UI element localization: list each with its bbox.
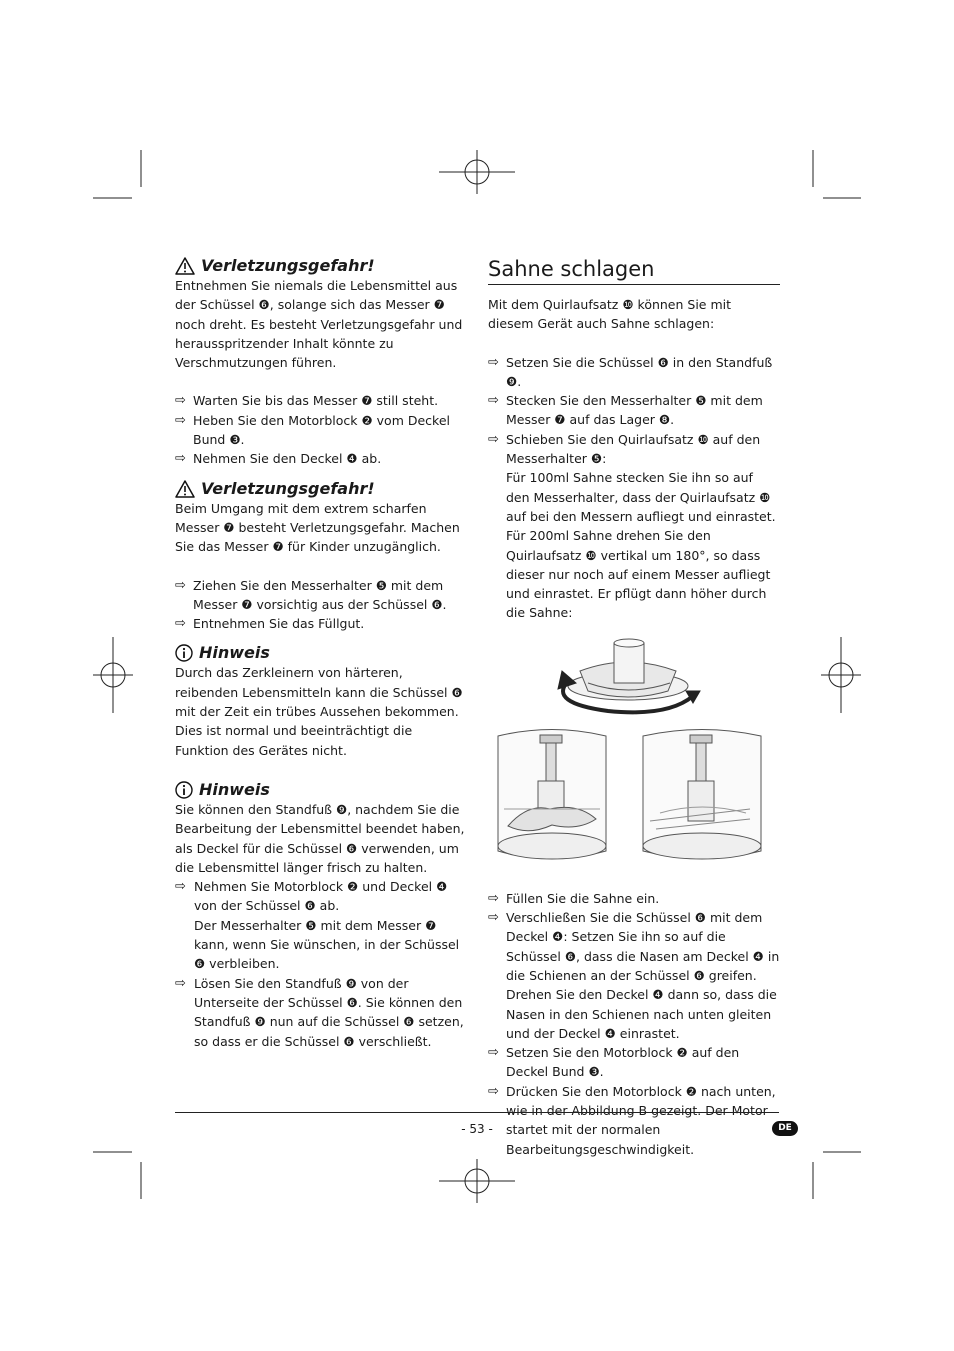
- arrow-right-icon: ⇨: [175, 577, 186, 593]
- list-item: ⇨ Füllen Sie die Sahne ein.: [488, 889, 780, 908]
- hint-heading-1: [175, 643, 465, 663]
- arrow-right-icon: ⇨: [488, 910, 499, 926]
- footer-rule: [175, 1112, 779, 1113]
- page-number: - 53 -: [461, 1122, 493, 1136]
- warning-heading-1: [175, 256, 465, 276]
- warning-text: Entnehmen Sie niemals die Lebensmittel aus der Schüssel ❻, solange sich das Messer ❼ noch dreht. Es besteht Verletzungsgefahr und herausspritzender Inhalt könnte zu Verschmutzungen führen.: [175, 278, 463, 371]
- sub-paragraph: Für 100ml Sahne stecken Sie ihn so auf den Messerhalter, dass der Quirlaufsatz ❿ auf bei den Messern aufliegt und einrastet.: [506, 470, 776, 524]
- intro-text: Mit dem Quirlaufsatz ❿ können Sie mit diesem Gerät auch Sahne schlagen:: [488, 297, 732, 332]
- hint-heading-2: [175, 780, 465, 800]
- list-item: ⇨ Drücken Sie den Motorblock ❷ nach unten, wie in der Abbildung B gezeigt. Der Motor startet mit der normalen Bearbeitungsgeschwindigkeit.: [488, 1083, 776, 1157]
- arrow-right-icon: ⇨: [488, 1083, 499, 1099]
- info-circle-icon: [175, 644, 193, 662]
- arrow-right-icon: ⇨: [175, 412, 186, 428]
- left-column: [175, 256, 465, 1051]
- warning-title: Verletzungsgefahr!: [201, 256, 375, 275]
- page-title: Sahne schlagen: [488, 256, 780, 285]
- sub-paragraph: Für 200ml Sahne drehen Sie den Quirlaufsatz ❿ vertikal um 180°, so dass dieser nur noch auf einem Messer aufliegt und einrastet. Er pflügt dann höher durch die Sahne:: [506, 528, 771, 621]
- list-item: ⇨ Setzen Sie den Motorblock ❷ auf den Deckel Bund ❸.: [488, 1045, 740, 1080]
- arrow-right-icon: ⇨: [488, 393, 499, 409]
- warning-heading-2: [175, 479, 465, 499]
- arrow-right-icon: ⇨: [175, 975, 186, 991]
- warning-triangle-icon: [175, 257, 195, 275]
- list-item: ⇨ Heben Sie den Motorblock ❷ vom Deckel Bund ❸.: [175, 412, 450, 448]
- list-item: ⇨ Warten Sie bis das Messer ❼ still steht.: [175, 391, 465, 410]
- list-item: ⇨ Lösen Sie den Standfuß ❾ von der Unterseite der Schüssel ❻. Sie können den Standfuß ❾ nun auf die Schüssel ❻ setzen, so dass er die Schüssel ❻ verschließt.: [175, 975, 464, 1049]
- info-circle-icon: [175, 781, 193, 799]
- list-item: ⇨ Nehmen Sie den Deckel ❹ ab.: [175, 449, 465, 468]
- list-item: ⇨ Setzen Sie die Schüssel ❻ in den Standfuß ❾.: [488, 354, 773, 389]
- list-item: ⇨ Stecken Sie den Messerhalter ❺ mit dem Messer ❼ auf das Lager ❽.: [488, 393, 763, 428]
- hint-text: Durch das Zerkleinern von härteren, reibenden Lebensmitteln kann die Schüssel ❻ mit der Zeit ein trübes Aussehen bekommen. Dies ist normal und beeinträchtigt die Funktion des Gerätes nicht.: [175, 665, 463, 758]
- list-item: ⇨ Schieben Sie den Quirlaufsatz ❿ auf den Messerhalter ❺:: [488, 431, 761, 467]
- hint-title: Hinweis: [199, 779, 270, 799]
- arrow-right-icon: ⇨: [488, 431, 499, 447]
- arrow-right-icon: ⇨: [488, 354, 499, 370]
- warning-text: Beim Umgang mit dem extrem scharfen Messer ❼ besteht Verletzungsgefahr. Machen Sie das Messer ❼ für Kinder unzugänglich.: [175, 500, 460, 555]
- language-badge: DE: [772, 1121, 798, 1136]
- whisk-attachment-diagram: [488, 631, 780, 881]
- hint-text: Sie können den Standfuß ❾, nachdem Sie die Bearbeitung der Lebensmittel beendet haben, als Deckel für die Schüssel ❻ verwenden, um die Lebensmittel länger frisch zu halten.: [175, 801, 465, 875]
- arrow-right-icon: ⇨: [175, 451, 186, 467]
- warning-title: Verletzungsgefahr!: [201, 478, 375, 498]
- right-column: [488, 256, 780, 1159]
- list-item: ⇨ Verschließen Sie die Schüssel ❻ mit dem Deckel ❹: Setzen Sie ihn so auf die Schüssel ❻, dass die Nasen am Deckel ❹ in die Schienen an der Schüssel ❻ greifen. Drehen Sie den Deckel ❹ dann so, dass die Nasen in den Schienen nach unten gleiten und der Deckel ❹ einrastet.: [488, 910, 780, 1041]
- arrow-right-icon: ⇨: [175, 616, 186, 632]
- arrow-right-icon: ⇨: [488, 890, 499, 906]
- arrow-right-icon: ⇨: [488, 1045, 499, 1061]
- list-item: ⇨ Nehmen Sie Motorblock ❷ und Deckel ❹ von der Schüssel ❻ ab.: [175, 879, 448, 914]
- warning-triangle-icon: [175, 480, 195, 498]
- hint-title: Hinweis: [199, 643, 270, 663]
- arrow-right-icon: ⇨: [175, 393, 186, 409]
- list-item: Der Messerhalter ❺ mit dem Messer ❼ kann, wenn Sie wünschen, in der Schüssel ❻ verbleiben.: [194, 917, 460, 972]
- whisk-illustration: [488, 631, 780, 881]
- arrow-right-icon: ⇨: [175, 879, 186, 895]
- list-item: ⇨ Ziehen Sie den Messerhalter ❺ mit dem Messer ❼ vorsichtig aus der Schüssel ❻.: [175, 577, 447, 612]
- list-item: ⇨ Entnehmen Sie das Füllgut.: [175, 614, 465, 633]
